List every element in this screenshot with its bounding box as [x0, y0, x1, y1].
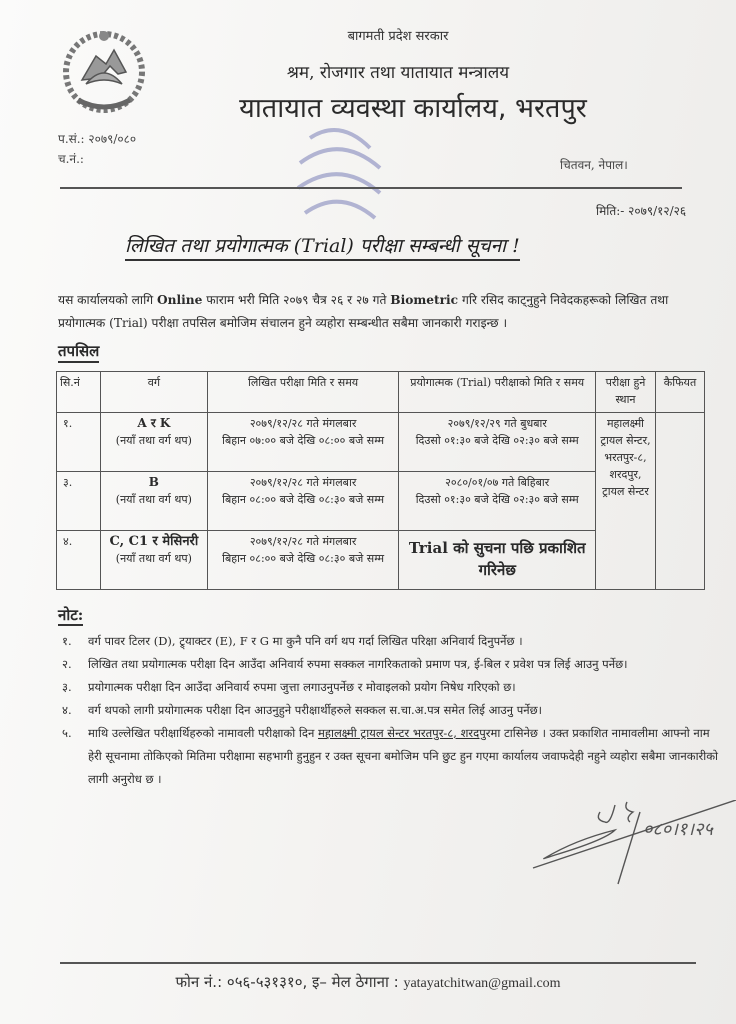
schedule-heading: तपसिल — [58, 341, 99, 363]
intro-online: Online — [156, 293, 203, 307]
note-text-part: रमा टासिनेछ । उक्त प्रकाशित नामावलीमा आफ्नो नाम हेरी सूचनामा तोकिएको मितिमा परीक्षामा सहभागी हुनुहुन र उक्त सूचना बमोजिम पनि छुट हुन गएमा कार्यालय जवाफदेही नहुने व्यहोरा सबैमा जानकारीको लागी अनुरोध छ । — [88, 726, 719, 786]
class-note: (नयाँ तथा वर्ग थप) — [115, 493, 192, 506]
col-header-venue: परीक्षा हुने स्थान — [596, 372, 656, 413]
note-item — [62, 722, 722, 791]
header-divider — [60, 187, 682, 189]
intro-text: फाराम भरी मिति २०७९ चैत्र २६ र २७ गते — [202, 293, 391, 307]
table-row — [57, 413, 705, 472]
note-text: वर्ग थपको लागी प्रयोगात्मक परीक्षा दिन आउनुहुने परीक्षार्थीहरुले सक्कल स.चा.अ.पत्र समेत लिई आउनु पर्नेछ। — [88, 703, 543, 717]
signature-note: ०८०।१।२५ — [643, 819, 713, 840]
col-header-sn: सि.नं — [57, 372, 101, 413]
row-written — [207, 531, 399, 590]
row-class — [100, 531, 207, 590]
written-time: बिहान ०७:०० बजे देखि ०८:०० बजे सम्म — [222, 434, 385, 447]
note-number: १. — [62, 634, 72, 648]
contact-footer — [0, 972, 736, 992]
class-name: C, C1 र मेसिनरी — [109, 534, 199, 549]
office-stamp-icon — [280, 118, 400, 228]
row-trial — [399, 531, 596, 590]
row-class — [100, 413, 207, 472]
reference-number: प.सं.: २०७९/०८० — [58, 132, 137, 146]
table-header-row — [57, 372, 705, 413]
note-number: ४. — [62, 703, 72, 717]
written-time: बिहान ०८:०० बजे देखि ०८:३० बजे सम्म — [222, 493, 385, 506]
row-sn: ४. — [57, 531, 101, 590]
written-date: २०७९/१२/२८ गते मंगलबार — [249, 535, 357, 548]
col-header-trial: प्रयोगात्मक (Trial) परीक्षाको मिति र समय — [399, 372, 596, 413]
class-note: (नयाँ तथा वर्ग थप) — [115, 434, 192, 447]
note-number: २. — [62, 657, 72, 671]
note-item — [62, 676, 722, 699]
written-date: २०७९/१२/२८ गते मंगलबार — [249, 476, 357, 489]
trial-time: दिउसो ०१:३० बजे देखि ०२:३० बजे सम्म — [415, 434, 579, 447]
col-header-written: लिखित परीक्षा मिति र समय — [207, 372, 399, 413]
notice-date: मिति:- २०७९/१२/२६ — [596, 204, 687, 218]
intro-text: यस कार्यालयको लागि — [58, 293, 157, 307]
phone-label: फोन नं.: ०५६-५३१३१०, इ– मेल ठेगाना : — [175, 973, 404, 991]
note-number: ५. — [62, 726, 72, 740]
row-trial — [399, 413, 596, 472]
intro-biometric: Biometric — [390, 293, 459, 307]
note-text: प्रयोगात्मक परीक्षा दिन आउँदा अनिवार्य रुपमा जुत्ता लगाउनुपर्नेछ र मोवाइलको प्रयोग निषेध गरिएको छ। — [88, 680, 516, 694]
exam-venue: महालक्ष्मी ट्रायल सेन्टर, भरतपुर-८, शरदपुर, ट्रायल सेन्टर — [596, 413, 656, 590]
intro-paragraph — [58, 289, 718, 335]
email-address[interactable]: yatayatchitwan@gmail.com — [403, 976, 561, 991]
class-name: B — [148, 475, 159, 489]
note-text — [88, 722, 722, 791]
col-header-remarks: कैफियत — [656, 372, 705, 413]
notes-heading: नोट: — [58, 606, 84, 624]
trial-date: २०८०/०१/०७ गते बिहिबार — [445, 476, 550, 489]
venue-underlined: महालक्ष्मी ट्रायल सेन्टर भरतपुर-८, शरदपु — [318, 726, 486, 740]
notes-list — [62, 630, 722, 791]
note-item — [62, 630, 722, 653]
col-header-class: वर्ग — [100, 372, 207, 413]
notice-title: लिखित तथा प्रयोगात्मक (Trial) परीक्षा सम्बन्धी सूचना ! — [125, 232, 520, 261]
note-item — [62, 699, 722, 722]
row-sn: ३. — [57, 472, 101, 531]
trial-pending-note: Trial को सुचना पछि प्रकाशित गरिनेछ — [408, 539, 586, 579]
written-date: २०७९/१२/२८ गते मंगलबार — [249, 417, 357, 430]
note-text-part: माथि उल्लेखित परीक्षार्थिहरुको नामावली परीक्षाको दिन — [88, 726, 319, 740]
ministry-name: श्रम, रोजगार तथा यातायात मन्त्रालय — [286, 63, 510, 83]
row-sn: १. — [57, 413, 101, 472]
remarks-cell — [656, 413, 705, 590]
row-written — [207, 413, 399, 472]
dispatch-number: च.नं.: — [58, 152, 84, 166]
government-name: बागमती प्रदेश सरकार — [347, 29, 449, 44]
row-written — [207, 472, 399, 531]
trial-date: २०७९/१२/२९ गते बुधबार — [447, 417, 547, 430]
trial-time: दिउसो ०१:३० बजे देखि ०२:३० बजे सम्म — [415, 493, 579, 506]
footer-divider — [60, 962, 696, 964]
exam-schedule-table — [56, 371, 705, 590]
row-trial — [399, 472, 596, 531]
note-number: ३. — [62, 680, 72, 694]
class-note: (नयाँ तथा वर्ग थप) — [115, 552, 192, 565]
office-name: यातायात व्यवस्था कार्यालय, भरतपुर — [239, 93, 587, 124]
row-class — [100, 472, 207, 531]
note-text: वर्ग पावर टिलर (D), ट्र्याक्टर (E), F र G मा कुनै पनि वर्ग थप गर्दा लिखित परिक्षा अनिवार्य दिनुपर्नेछ । — [88, 634, 523, 648]
handwritten-signature-icon — [515, 800, 736, 890]
note-text: लिखित तथा प्रयोगात्मक परीक्षा दिन आउँदा अनिवार्य रुपमा सक्कल नागरिकताको प्रमाण पत्र, ई-बिल र प्रवेश पत्र लिई आउनु पर्नेछ। — [88, 657, 628, 671]
office-location: चितवन, नेपाल। — [560, 158, 628, 172]
note-item — [62, 653, 722, 676]
written-time: बिहान ०८:०० बजे देखि ०८:३० बजे सम्म — [222, 552, 385, 565]
intro-text: गरि रसिद काट्नुहुने निवेदकहरूको लिखित तथा प्रयोगात्मक (Trial) परीक्षा तपसिल बमोजिम संचालन हुने व्यहोरा सम्बन्धीत सबैमा जानकारी गराइन्छ । — [58, 293, 669, 330]
class-name: A र K — [137, 416, 171, 430]
